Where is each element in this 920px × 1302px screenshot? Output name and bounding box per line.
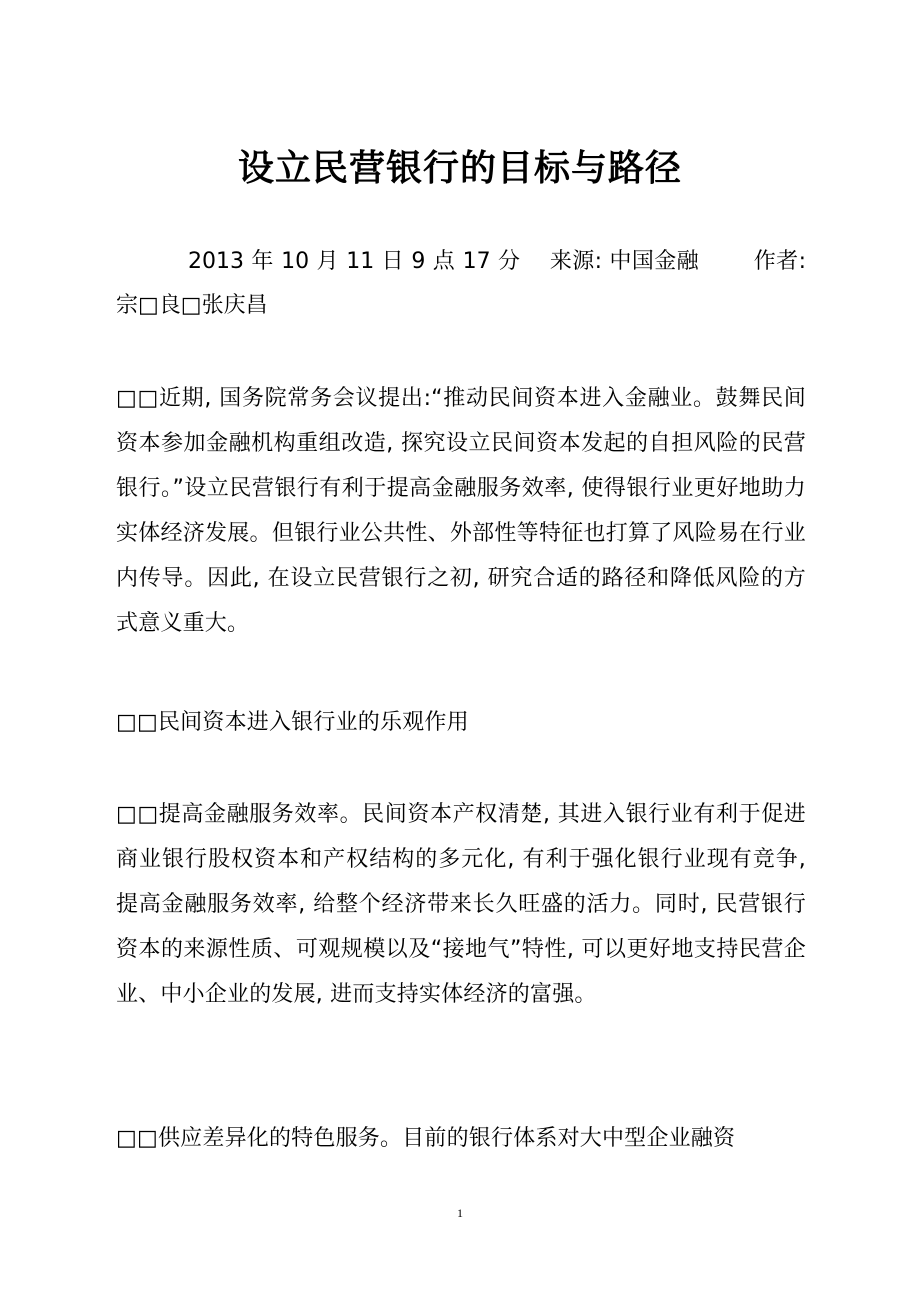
author-names: 宗□良□张庆昌 bbox=[116, 293, 268, 318]
document-title: 设立民营银行的目标与路径 bbox=[237, 147, 682, 189]
paragraph-efficiency: □□提高金融服务效率。民间资本产权清楚, 其进入银行业有利于促进商业银行股权资本和产权结构的多元化, 有利于强化银行业现有竞争, 提高金融服务效率, 给整个经济带来长久旺盛的活力。同时, 民营银行资本的来源性质、可观规模以及“接地气”特性, 可以更好地支持民营企业、中小企业的发展, 进而支持实体经济的富强。 bbox=[116, 802, 806, 1007]
paragraph-differentiated-services: □□供应差异化的特色服务。目前的银行体系对大中型企业融资 bbox=[116, 1126, 736, 1151]
article-source: 来源: 中国金融 bbox=[549, 249, 700, 274]
publish-datetime: 2013 年 10 月 11 日 9 点 17 分 bbox=[188, 249, 521, 274]
page-number: 1 bbox=[457, 1206, 463, 1220]
author-label: 作者: bbox=[753, 249, 806, 274]
paragraph-intro: □□近期, 国务院常务会议提出:“推动民间资本进入金融业。鼓舞民间资本参加金融机构重组改造, 探究设立民间资本发起的自担风险的民营银行。”设立民营银行有利于提高金融服务效率, 使得银行业更好地助力实体经济发展。但银行业公共性、外部性等特征也打算了风险易在行业内传导。因此, 在设立民营银行之初, 研究合适的路径和降低风险的方式意义重大。 bbox=[116, 386, 806, 636]
section-heading: □□民间资本进入银行业的乐观作用 bbox=[116, 710, 469, 735]
article-meta bbox=[116, 240, 806, 328]
